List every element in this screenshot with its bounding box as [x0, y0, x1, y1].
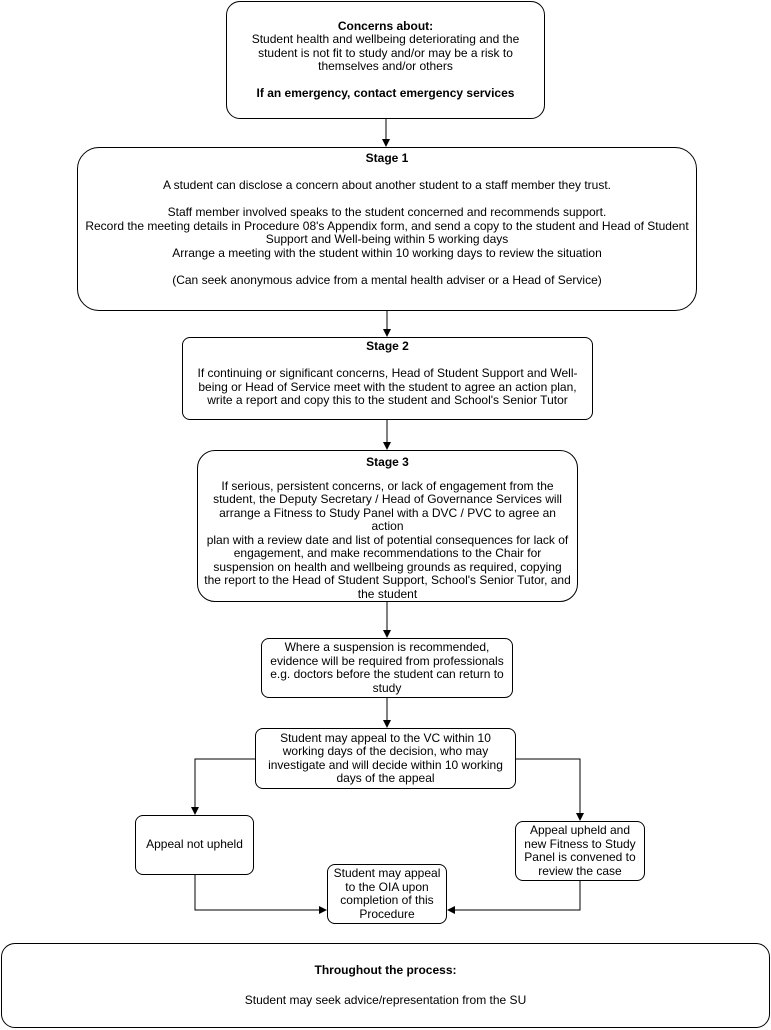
throughout-body: Student may seek advice/representation from the SU	[244, 992, 527, 1007]
suspension-box	[261, 638, 513, 698]
suspension-text: Where a suspension is recommended, evidence will be required from professionals e.g. doctors before the student can return to study	[270, 640, 504, 695]
stage-1-box	[77, 147, 697, 311]
emergency-note: If an emergency, contact emergency services	[256, 86, 515, 100]
arrow-not-upheld-to-oia	[195, 875, 326, 910]
vc-appeal-text: Student may appeal to the VC within 10 working days of the decision, who may investigate and will decide within 10 working days of the appeal	[268, 730, 503, 785]
stage-2-body: If continuing or significant concerns, Head of Student Support and Well- being or Head of Service meet with the student to agree an action plan, write a report and copy this to the student and School's Senior Tutor	[197, 366, 578, 407]
stage-1-title: Stage 1	[365, 151, 409, 165]
oia-appeal-text: Student may appeal to the OIA upon completion of this Procedure	[333, 866, 441, 921]
stage-1-advice-text: (Can seek anonymous advice from a mental health adviser or a Head of Service)	[172, 272, 602, 287]
stage-3-box	[197, 450, 578, 602]
throughout-process-box	[1, 943, 770, 1028]
concerns-box	[226, 1, 545, 119]
appeal-upheld-box	[515, 821, 645, 881]
stage-1-disclosure-text: A student can disclose a concern about another student to a staff member they trust.	[162, 178, 612, 192]
stage-2-title: Stage 2	[366, 339, 409, 353]
stage-3-body: If serious, persistent concerns, or lack of engagement from the student, the Deputy Secretary / Head of Governance Services will arrange a Fitness to Study Panel with a DVC / PVC to agree an action plan with a review date and list of potential consequences for lack of engagement, and make recommendations to the Chair for suspension on health and wellbeing grounds as required, copying the report to the Head of Student Support, School's Senior Tutor, and the student	[204, 478, 571, 601]
concerns-title: Concerns about:	[337, 18, 434, 33]
oia-appeal-box	[327, 864, 447, 924]
arrow-upheld-to-oia	[448, 881, 580, 910]
appeal-not-upheld-text: Appeal not upheld	[146, 837, 243, 852]
appeal-not-upheld-box	[135, 815, 254, 875]
stage-1-meeting-text: Staff member involved speaks to the student concerned and recommends support. Record the meeting details in Procedure 08's Appendix form, and send a copy to the student and Head of Student Support and Well-being within 5 working days Arrange a meeting with the student within 10 working days to review the situation	[85, 205, 689, 260]
stage-3-title: Stage 3	[366, 455, 409, 469]
stage-2-box	[182, 337, 593, 420]
arrow-vc-appeal-to-not-upheld	[195, 759, 255, 814]
throughout-title: Throughout the process:	[314, 963, 457, 977]
appeal-upheld-text: Appeal upheld and new Fitness to Study Panel is convened to review the case	[524, 823, 636, 878]
arrow-vc-appeal-to-upheld	[516, 759, 580, 820]
concerns-body: Student health and wellbeing deteriorating and the student is not fit to study and/or may be a risk to themselves and/or others	[251, 32, 520, 73]
vc-appeal-box	[255, 728, 516, 789]
